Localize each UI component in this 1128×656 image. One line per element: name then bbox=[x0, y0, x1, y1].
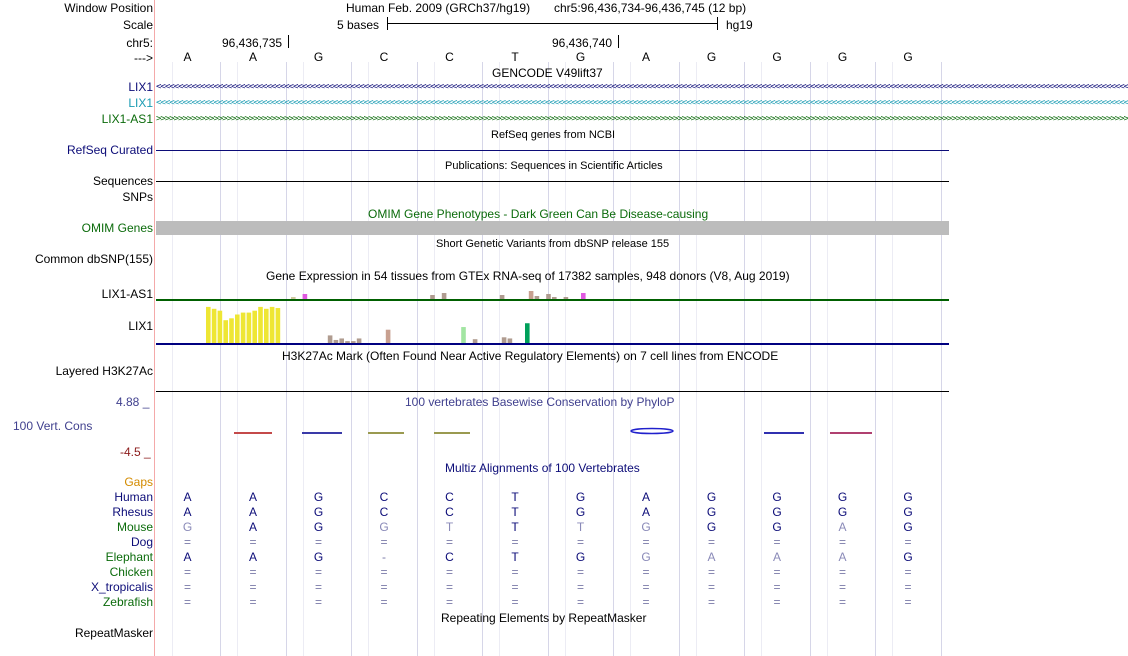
alignment-base: C bbox=[445, 505, 454, 519]
alignment-base: = bbox=[773, 565, 781, 579]
alignment-base: A bbox=[248, 505, 257, 519]
alignment-base: - bbox=[382, 550, 386, 564]
alignment-base: G bbox=[379, 520, 389, 534]
alignment-base: = bbox=[707, 595, 715, 609]
gtex-bar-lix1-as1 bbox=[529, 291, 534, 299]
alignment-base: G bbox=[313, 550, 324, 564]
alignment-base: = bbox=[642, 580, 650, 594]
alignment-base: = bbox=[183, 595, 191, 609]
gtex-bar-lix1 bbox=[328, 335, 333, 343]
gtex-bar-lix1 bbox=[241, 313, 246, 343]
grid-line bbox=[172, 62, 173, 656]
track-label-refseq[interactable]: RefSeq Curated bbox=[66, 143, 153, 157]
alignment-base: A bbox=[183, 505, 192, 519]
gtex-bar-lix1 bbox=[229, 318, 234, 343]
omim-gene-bar[interactable] bbox=[156, 221, 949, 235]
db-name: hg19 bbox=[726, 18, 753, 32]
alignment-base: G bbox=[903, 490, 913, 504]
species-label[interactable]: Rhesus bbox=[112, 505, 153, 519]
alignment-base: G bbox=[903, 505, 913, 519]
alignment-base: T bbox=[511, 505, 519, 519]
sequence-base: A bbox=[641, 50, 650, 64]
strand-label[interactable]: ---> bbox=[134, 51, 153, 65]
species-label[interactable]: Dog bbox=[130, 535, 153, 549]
sequence-base: G bbox=[706, 50, 717, 64]
gtex-bar-lix1-as1 bbox=[442, 293, 447, 299]
alignment-base: = bbox=[707, 535, 715, 549]
alignment-base: = bbox=[314, 535, 322, 549]
gtex-bar-lix1 bbox=[339, 338, 344, 343]
alignment-base: = bbox=[904, 535, 912, 549]
gtex-bar-lix1 bbox=[270, 307, 275, 343]
alignment-base: G bbox=[641, 520, 651, 534]
gtex-bar-lix1 bbox=[223, 320, 228, 343]
phylop-segment bbox=[368, 432, 404, 434]
alignment-base: A bbox=[183, 490, 192, 504]
alignment-base: G bbox=[706, 505, 717, 519]
alignment-base: G bbox=[772, 505, 782, 519]
phylop-segment bbox=[302, 432, 342, 434]
scale-bar bbox=[387, 23, 718, 24]
alignment-base: G bbox=[182, 520, 193, 534]
alignment-base: G bbox=[313, 520, 324, 534]
track-label-omim[interactable]: OMIM Genes bbox=[81, 221, 153, 235]
gtex-bar-lix1 bbox=[502, 337, 507, 343]
phylop-segment bbox=[434, 432, 470, 434]
alignment-base: = bbox=[576, 595, 584, 609]
sequence-base: A bbox=[248, 50, 257, 64]
phylop-segment bbox=[631, 429, 673, 434]
alignment-base: = bbox=[511, 595, 519, 609]
scale-bar-right-tick bbox=[717, 17, 718, 30]
alignment-base: = bbox=[838, 535, 846, 549]
gtex-bar-lix1-as1 bbox=[303, 294, 308, 299]
gtex-baseline-lix1-as1 bbox=[156, 299, 949, 301]
species-label[interactable]: Human bbox=[114, 490, 153, 504]
publications-line[interactable] bbox=[156, 181, 949, 182]
alignment-base: = bbox=[773, 595, 781, 609]
alignment-base: A bbox=[838, 520, 847, 534]
gtex-bar-lix1 bbox=[357, 338, 362, 343]
alignment-base: A bbox=[248, 550, 257, 564]
gtex-bar-lix1-as1 bbox=[291, 297, 296, 299]
transcript-line-1[interactable]: <<<<<<<<<<<<<<<<<<<<<<<<<<<<<<<<<<<<<<<<<<<<<<<<<<<<<<<<<<<<<<<<<<<<<<<<<<<<<<<<<<<<<<<<<<<<<<<<<<<<<<<<<<<<<<<<<<<<<<<<<<<<<<<<<<<<<<<<<<<<<<<<<<<<<<<<<<<<<<<<<<<<<<<<<<<<<<<<<<<<<<<<<<<<<<<<<<<<<<<<<<<<<<<<<<<<<<<<<<<< bbox=[156, 82, 1128, 92]
window-position-label: Window Position bbox=[64, 1, 153, 15]
track-label-gtex-lix1[interactable]: LIX1 bbox=[128, 319, 153, 333]
track-label-lix1[interactable]: LIX1 bbox=[128, 80, 153, 94]
alignment-base: = bbox=[576, 565, 584, 579]
gtex-bar-lix1 bbox=[525, 323, 530, 343]
track-label-lix1-as1[interactable]: LIX1-AS1 bbox=[101, 112, 153, 126]
refseq-track-title: RefSeq genes from NCBI bbox=[491, 129, 616, 141]
scale-text: 5 bases bbox=[337, 18, 380, 32]
alignment-base: = bbox=[183, 535, 191, 549]
grid-line bbox=[237, 62, 238, 656]
label-divider bbox=[154, 0, 155, 656]
transcript-line-2[interactable]: <<<<<<<<<<<<<<<<<<<<<<<<<<<<<<<<<<<<<<<<<<<<<<<<<<<<<<<<<<<<<<<<<<<<<<<<<<<<<<<<<<<<<<<<<<<<<<<<<<<<<<<<<<<<<<<<<<<<<<<<<<<<<<<<<<<<<<<<<<<<<<<<<<<<<<<<<<<<<<<<<<<<<<<<<<<<<<<<<<<<<<<<<<<<<<<<<<<<<<<<<<<<<<<<<<<<<<<<<<<< bbox=[156, 98, 1128, 108]
alignment-base: = bbox=[576, 535, 584, 549]
gtex-bar-lix1 bbox=[264, 309, 269, 343]
alignment-base: = bbox=[314, 595, 322, 609]
gtex-bar-lix1 bbox=[351, 341, 356, 343]
alignment-base: C bbox=[445, 550, 454, 564]
alignment-base: = bbox=[249, 580, 257, 594]
alignment-base: = bbox=[773, 580, 781, 594]
grid-line bbox=[810, 62, 811, 656]
sequence-base: C bbox=[379, 50, 389, 64]
gtex-bar-lix1 bbox=[218, 311, 223, 343]
alignment-base: = bbox=[380, 580, 388, 594]
gtex-bar-lix1-as1 bbox=[535, 296, 540, 299]
h3k27ac-track-title: H3K27Ac Mark (Often Found Near Active Regulatory Elements) on 7 cell lines from ENCODE bbox=[282, 349, 779, 363]
omim-track-title: OMIM Gene Phenotypes - Dark Green Can Be Disease-causing bbox=[368, 207, 709, 221]
alignment-base: = bbox=[380, 535, 388, 549]
track-label-phylop[interactable]: 100 Vert. Cons bbox=[13, 419, 93, 433]
gtex-bar-lix1-as1 bbox=[581, 293, 586, 299]
publications-track-title: Publications: Sequences in Scientific Articles bbox=[445, 160, 663, 172]
multiz-track-title: Multiz Alignments of 100 Vertebrates bbox=[445, 461, 640, 475]
species-label[interactable]: Mouse bbox=[116, 520, 153, 534]
alignment-base: T bbox=[576, 520, 585, 534]
gtex-track-title: Gene Expression in 54 tissues from GTEx RNA-seq of 17382 samples, 948 donors (V8, Aug 2019) bbox=[266, 269, 790, 283]
alignment-base: C bbox=[445, 490, 454, 504]
grid-line bbox=[875, 62, 876, 656]
species-label[interactable]: Elephant bbox=[105, 550, 153, 564]
alignment-base: = bbox=[183, 565, 191, 579]
gtex-bar-lix1 bbox=[473, 339, 478, 343]
coord-label-1: 96,436,735 bbox=[222, 36, 283, 50]
phylop-segment bbox=[764, 432, 804, 434]
alignment-base: = bbox=[445, 595, 453, 609]
refseq-gene-line[interactable] bbox=[156, 150, 949, 151]
phylop-wiggle[interactable] bbox=[156, 420, 949, 445]
gtex-bar-lix1 bbox=[252, 311, 257, 343]
alignment-base: A bbox=[183, 550, 192, 564]
alignment-base: = bbox=[904, 580, 912, 594]
alignment-base: = bbox=[642, 535, 650, 549]
alignment-base: A bbox=[641, 490, 650, 504]
repeatmasker-track-title: Repeating Elements by RepeatMasker bbox=[441, 611, 647, 625]
grid-line bbox=[220, 62, 221, 656]
alignment-base: G bbox=[313, 490, 324, 504]
track-label-gaps[interactable]: Gaps bbox=[124, 475, 153, 489]
alignment-base: G bbox=[641, 550, 651, 564]
phylop-track-title: 100 vertebrates Basewise Conservation by PhyloP bbox=[405, 395, 675, 409]
alignment-base: A bbox=[707, 550, 716, 564]
alignment-base: G bbox=[706, 490, 717, 504]
alignment-base: G bbox=[903, 520, 913, 534]
sequence-base: G bbox=[837, 50, 848, 64]
alignment-base: G bbox=[837, 505, 848, 519]
alignment-base: = bbox=[904, 565, 912, 579]
grid-line bbox=[892, 62, 893, 656]
alignment-base: T bbox=[511, 550, 519, 564]
sequence-base: C bbox=[445, 50, 454, 64]
gtex-bar-lix1 bbox=[508, 338, 513, 343]
phylop-max-label: 4.88 _ bbox=[116, 395, 150, 409]
gtex-bar-lix1-as1 bbox=[564, 297, 569, 299]
coord-label-2: 96,436,740 bbox=[552, 36, 613, 50]
sequence-base: T bbox=[511, 50, 519, 64]
alignment-base: T bbox=[511, 520, 519, 534]
track-label-dbsnp[interactable]: Common dbSNP(155) bbox=[34, 252, 153, 266]
assembly-name: Human Feb. 2009 (GRCh37/hg19) bbox=[346, 1, 531, 15]
coord-tick-1 bbox=[288, 35, 289, 48]
gtex-bar-lix1 bbox=[461, 327, 466, 343]
transcript-line-3[interactable]: >>>>>>>>>>>>>>>>>>>>>>>>>>>>>>>>>>>>>>>>>>>>>>>>>>>>>>>>>>>>>>>>>>>>>>>>>>>>>>>>>>>>>>>>>>>>>>>>>>>>>>>>>>>>>>>>>>>>>>>>>>>>>>>>>>>>>>>>>>>>>>>>>>>>>>>>>>>>>>>>>>>>>>>>>>>>>>>>>>>>>>>>>>>>>>>>>>>>>>>>>>>>>>>>>>>>>>>>>>>> bbox=[156, 114, 1128, 124]
alignment-base: C bbox=[379, 490, 389, 504]
gtex-bar-lix1 bbox=[386, 330, 391, 343]
gtex-bar-lix1-as1 bbox=[430, 295, 435, 299]
gtex-bar-lix1 bbox=[276, 308, 281, 343]
alignment-base: = bbox=[576, 580, 584, 594]
alignment-base: G bbox=[772, 490, 782, 504]
h3k27ac-baseline bbox=[156, 391, 949, 392]
alignment-base: = bbox=[838, 580, 846, 594]
alignment-base: = bbox=[183, 580, 191, 594]
alignment-base: = bbox=[707, 580, 715, 594]
alignment-base: = bbox=[380, 565, 388, 579]
sequence-base: G bbox=[772, 50, 782, 64]
alignment-base: = bbox=[642, 595, 650, 609]
sequence-base: G bbox=[903, 50, 913, 64]
phylop-segment bbox=[234, 432, 272, 434]
gencode-track-title: GENCODE V49lift37 bbox=[492, 66, 603, 80]
alignment-base: C bbox=[379, 505, 389, 519]
gtex-bar-lix1 bbox=[345, 341, 350, 343]
alignment-base: = bbox=[511, 565, 519, 579]
grid-line bbox=[827, 62, 828, 656]
species-label[interactable]: Chicken bbox=[109, 565, 153, 579]
coord-tick-2 bbox=[618, 35, 619, 48]
species-label[interactable]: Zebrafish bbox=[102, 595, 153, 609]
alignment-base: G bbox=[575, 490, 586, 504]
alignment-base: G bbox=[575, 550, 586, 564]
alignment-base: = bbox=[642, 565, 650, 579]
alignment-base: = bbox=[904, 595, 912, 609]
track-label-snps[interactable]: SNPs bbox=[122, 190, 153, 204]
gtex-bar-lix1-as1 bbox=[546, 294, 551, 299]
gtex-bar-lix1 bbox=[235, 315, 240, 344]
phylop-segment bbox=[830, 432, 872, 434]
alignment-base: = bbox=[707, 565, 715, 579]
dbsnp-track-title: Short Genetic Variants from dbSNP release 155 bbox=[436, 238, 670, 250]
alignment-base: = bbox=[838, 565, 846, 579]
alignment-base: = bbox=[249, 565, 257, 579]
sequence-base: G bbox=[575, 50, 586, 64]
alignment-base: A bbox=[838, 550, 847, 564]
track-label-gtex-lix1-as1[interactable]: LIX1-AS1 bbox=[101, 287, 153, 301]
alignment-base: = bbox=[445, 535, 453, 549]
alignment-base: G bbox=[903, 550, 913, 564]
alignment-base: = bbox=[445, 565, 453, 579]
gtex-bar-lix1 bbox=[247, 313, 252, 343]
alignment-base: T bbox=[511, 490, 519, 504]
alignment-base: = bbox=[314, 565, 322, 579]
position-text: chr5:96,436,734-96,436,745 (12 bp) bbox=[554, 1, 747, 15]
alignment-base: G bbox=[313, 505, 324, 519]
alignment-base: T bbox=[445, 520, 454, 534]
track-label-repeatmasker[interactable]: RepeatMasker bbox=[74, 626, 153, 640]
alignment-base: = bbox=[773, 535, 781, 549]
alignment-base: G bbox=[575, 505, 586, 519]
alignment-base: = bbox=[511, 580, 519, 594]
gtex-bar-lix1 bbox=[334, 340, 339, 343]
gtex-bar-lix1-as1 bbox=[552, 297, 557, 299]
gtex-bar-lix1 bbox=[206, 307, 211, 343]
alignment-base: = bbox=[838, 595, 846, 609]
track-label-sequences[interactable]: Sequences bbox=[92, 174, 153, 188]
alignment-base: G bbox=[772, 520, 782, 534]
alignment-base: = bbox=[511, 535, 519, 549]
track-label-h3k27ac[interactable]: Layered H3K27Ac bbox=[55, 364, 153, 378]
gtex-bar-lix1 bbox=[258, 307, 263, 343]
alignment-base: = bbox=[249, 595, 257, 609]
alignment-base: = bbox=[314, 580, 322, 594]
gtex-bar-lix1-as1 bbox=[500, 295, 505, 299]
sequence-base: A bbox=[183, 50, 192, 64]
chrom-label: chr5: bbox=[126, 36, 153, 50]
alignment-base: A bbox=[772, 550, 781, 564]
track-label-lix1-2[interactable]: LIX1 bbox=[128, 96, 153, 110]
gtex-bar-graph[interactable] bbox=[156, 285, 949, 347]
alignment-base: A bbox=[248, 520, 257, 534]
sequence-base: G bbox=[313, 50, 324, 64]
phylop-min-label: -4.5 _ bbox=[120, 445, 151, 459]
grid-line bbox=[941, 62, 942, 656]
gtex-bar-lix1 bbox=[212, 309, 217, 343]
alignment-base: = bbox=[445, 580, 453, 594]
alignment-base: G bbox=[706, 520, 717, 534]
alignment-base: = bbox=[380, 595, 388, 609]
alignment-base: G bbox=[837, 490, 848, 504]
alignment-base: = bbox=[249, 535, 257, 549]
scale-label: Scale bbox=[122, 18, 153, 32]
gtex-baseline-lix1 bbox=[156, 343, 949, 345]
species-label[interactable]: X_tropicalis bbox=[90, 580, 153, 594]
alignment-base: A bbox=[248, 490, 257, 504]
alignment-base: A bbox=[641, 505, 650, 519]
